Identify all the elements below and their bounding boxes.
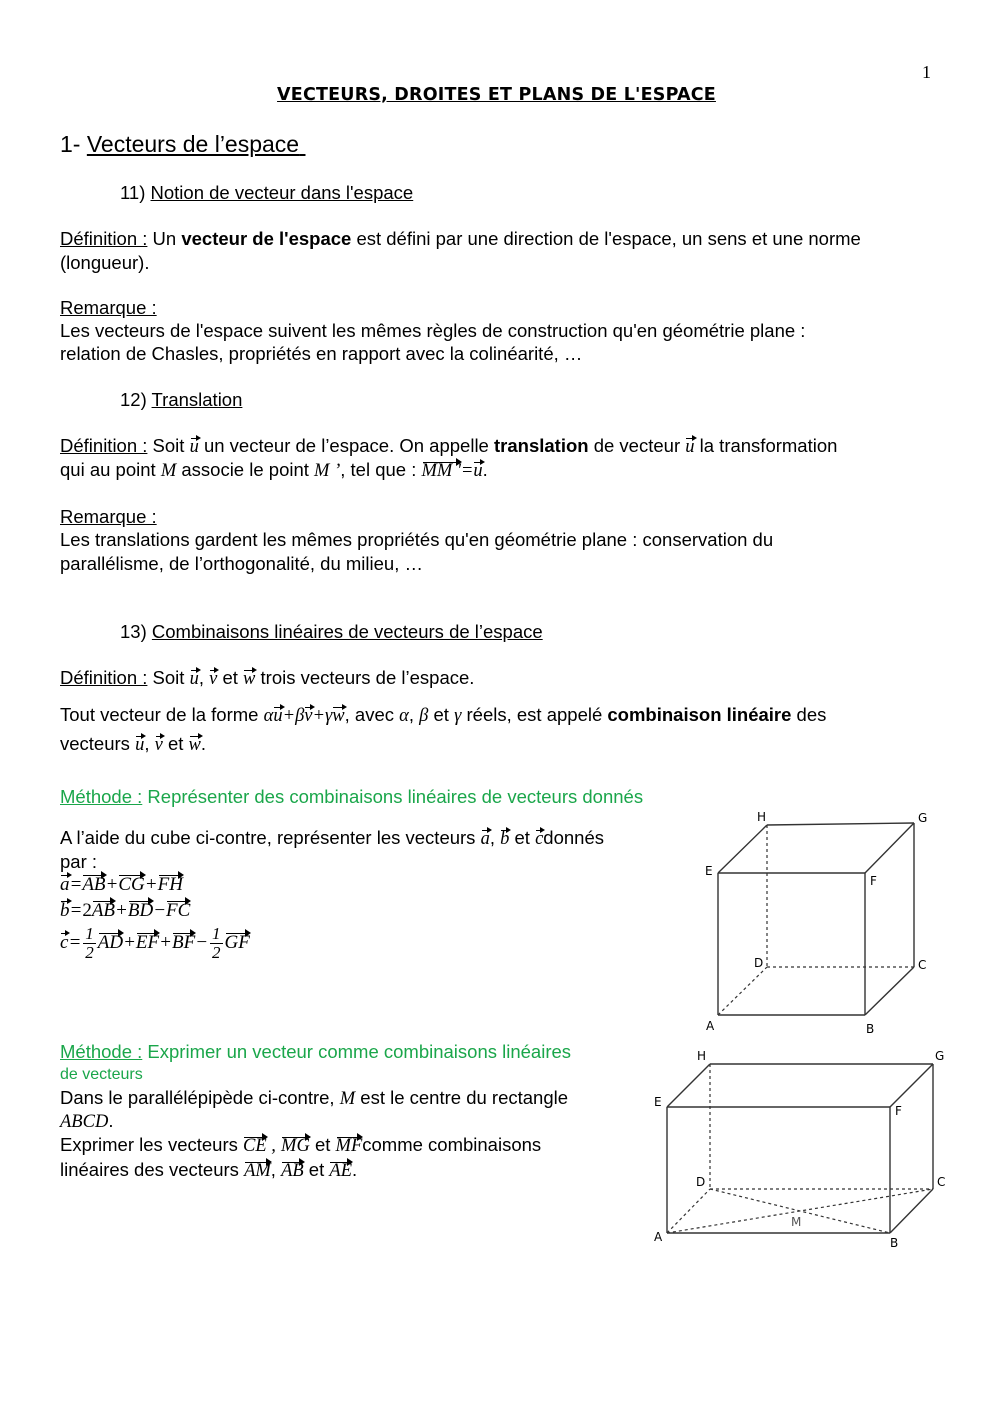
text: linéaires des vecteurs xyxy=(60,1159,245,1180)
vector-MF: MF xyxy=(335,1136,363,1156)
text: , xyxy=(408,704,420,725)
text: et xyxy=(509,827,536,848)
vector-u: u xyxy=(189,437,199,457)
methode-1-text-line1 xyxy=(60,827,604,850)
cube-label-H: H xyxy=(757,810,767,824)
text: Soit xyxy=(147,667,190,688)
box-label-A: A xyxy=(654,1230,663,1244)
box-label-H: H xyxy=(697,1049,707,1063)
text: de vecteur xyxy=(588,435,686,456)
definition-label: Définition : xyxy=(60,667,148,688)
box-label-C: C xyxy=(937,1175,946,1189)
text: et xyxy=(217,667,244,688)
subsection-11-heading xyxy=(120,182,413,204)
beta: β xyxy=(295,706,305,726)
vector-CE: CE xyxy=(243,1136,267,1156)
vector-AM: AM xyxy=(244,1161,271,1181)
section-1-label: Vecteurs de l’espace xyxy=(86,131,300,157)
text: donnés xyxy=(543,827,604,848)
remark-label: Remarque : xyxy=(60,297,157,318)
text: , xyxy=(266,1136,276,1156)
term-vecteur-espace: vecteur de l'espace xyxy=(181,228,352,249)
term-combinaison-lineaire: combinaison linéaire xyxy=(607,704,792,725)
section-1-number: 1- xyxy=(60,131,87,157)
text: , tel que : xyxy=(340,459,422,480)
text: la transformation xyxy=(694,435,838,456)
beta: β xyxy=(419,706,429,726)
text: . xyxy=(200,733,207,754)
equals: = xyxy=(68,931,82,953)
vector-MM-prime: MM ' xyxy=(421,461,461,481)
plus: + xyxy=(144,874,158,895)
box-label-F: F xyxy=(895,1104,902,1118)
vector-u: u xyxy=(135,735,145,755)
text: . xyxy=(108,1110,114,1131)
vector-a: a xyxy=(480,829,490,849)
rectangle-ABCD: ABCD xyxy=(60,1112,109,1132)
plus: + xyxy=(159,931,172,953)
methode-2-heading xyxy=(60,1041,571,1063)
hidden-edge-AD xyxy=(718,967,767,1015)
cube-label-F: F xyxy=(870,874,877,888)
vector-b: b xyxy=(500,829,510,849)
equals: = xyxy=(69,900,83,921)
text: est le centre du rectangle xyxy=(355,1087,569,1108)
numerator: 1 xyxy=(212,924,221,943)
gamma: γ xyxy=(324,706,333,726)
methode-2-heading-line2: de vecteurs xyxy=(60,1066,143,1083)
page-number: 1 xyxy=(922,62,931,82)
text: et xyxy=(428,704,455,725)
s13-definition-line3 xyxy=(60,733,206,756)
cube-label-C: C xyxy=(918,958,927,972)
text: trois vecteurs de l’espace. xyxy=(255,667,475,688)
vector-BF: BF xyxy=(171,931,196,953)
text: Tout vecteur de la forme xyxy=(60,704,264,725)
box-label-B: B xyxy=(890,1236,899,1250)
vector-EF: EF xyxy=(135,931,160,953)
edge-FG xyxy=(890,1064,933,1107)
edge-HG xyxy=(767,823,914,825)
plus: + xyxy=(282,706,296,726)
edge-BC xyxy=(865,967,914,1015)
edge-FG xyxy=(865,823,914,873)
point-M: M xyxy=(339,1089,356,1109)
methode-2-text-line3 xyxy=(60,1134,541,1157)
vector-AB: AB xyxy=(82,874,106,895)
text: Un xyxy=(147,228,182,249)
edge-BC xyxy=(890,1189,933,1233)
numerator: 1 xyxy=(85,924,94,943)
methode-title: Représenter des combinaisons linéaires de vecteurs donnés xyxy=(142,786,644,807)
cube-label-B: B xyxy=(866,1022,875,1035)
box-label-G: G xyxy=(935,1049,945,1063)
s12-remark-line2: parallélisme, de l’orthogonalité, du milieu, … xyxy=(60,553,423,574)
methode-1-heading xyxy=(60,786,643,808)
text: , avec xyxy=(344,704,400,725)
text: . xyxy=(352,1159,358,1180)
methode-title: Exprimer un vecteur comme combinaisons linéaires xyxy=(142,1041,572,1062)
cube-figure xyxy=(700,805,940,1035)
text: et xyxy=(309,1134,336,1155)
alpha: α xyxy=(399,706,409,726)
vector-AE: AE xyxy=(329,1161,352,1181)
cube-label-A: A xyxy=(706,1019,715,1033)
edge-EH xyxy=(667,1064,710,1107)
plus: + xyxy=(115,900,128,921)
box-label-M: M xyxy=(791,1215,802,1229)
vector-w: w xyxy=(332,706,345,726)
vector-FH: FH xyxy=(157,874,183,895)
vector-AB: AB xyxy=(281,1161,304,1181)
box-label-E: E xyxy=(654,1095,662,1109)
minus: − xyxy=(195,931,209,953)
s12-remark-line1: Les translations gardent les mêmes propriétés qu'en géométrie plane : conservation du xyxy=(60,529,774,550)
methode-2-text-line4 xyxy=(60,1159,357,1182)
equation-c xyxy=(60,925,250,962)
term-translation: translation xyxy=(494,435,589,456)
fraction-half xyxy=(210,925,223,962)
subsection-11-number: 11) xyxy=(120,182,151,203)
subsection-11-label: Notion de vecteur dans l'espace xyxy=(150,182,414,203)
vector-MG: MG xyxy=(281,1136,310,1156)
text: , xyxy=(198,667,210,688)
vector-FC: FC xyxy=(166,900,191,921)
methode-label: Méthode : xyxy=(60,786,143,807)
text: et xyxy=(162,733,189,754)
subsection-13-number: 13) xyxy=(120,621,152,642)
coefficient: 2 xyxy=(82,900,92,921)
plus: + xyxy=(312,706,325,726)
methode-label: Méthode : xyxy=(60,1041,143,1062)
equation-a xyxy=(60,874,183,896)
vector-c: c xyxy=(535,829,544,849)
s13-definition-line2 xyxy=(60,704,826,727)
plus: + xyxy=(105,874,119,895)
vector-b: b xyxy=(60,900,70,921)
s11-remark-line2: relation de Chasles, propriétés en rapport avec la colinéarité, … xyxy=(60,343,583,364)
subsection-12-number: 12) xyxy=(120,389,152,410)
section-1-heading xyxy=(60,131,305,158)
text: A l’aide du cube ci-contre, représenter les vecteurs xyxy=(60,827,481,848)
alpha: α xyxy=(263,706,274,726)
denominator: 2 xyxy=(212,943,221,962)
equals-sign: = xyxy=(460,461,474,481)
text: comme combinaisons xyxy=(362,1134,542,1155)
s11-definition-line1 xyxy=(60,228,861,250)
subsection-12-label: Translation xyxy=(151,389,243,410)
text: des xyxy=(791,704,827,725)
text: Soit xyxy=(147,435,190,456)
equation-b xyxy=(60,900,190,922)
fraction-half xyxy=(83,925,96,962)
point-M-prime: M ’ xyxy=(314,461,341,481)
s11-remark-line1: Les vecteurs de l'espace suivent les mêmes règles de construction qu'en géométrie plane : xyxy=(60,320,806,341)
text: . xyxy=(482,459,488,480)
definition-label: Définition : xyxy=(60,435,148,456)
vector-v: v xyxy=(209,669,218,689)
s13-definition-line1 xyxy=(60,667,474,690)
text: qui au point xyxy=(60,459,161,480)
box-label-D: D xyxy=(696,1175,706,1189)
methode-1-text-line2: par : xyxy=(60,851,98,872)
vector-u: u xyxy=(273,706,283,726)
edge-EH xyxy=(718,825,767,873)
point-M: M xyxy=(160,461,177,481)
denominator: 2 xyxy=(85,943,94,962)
s12-definition-line1 xyxy=(60,435,837,458)
s11-definition-line2: (longueur). xyxy=(60,252,150,273)
vector-u: u xyxy=(189,669,199,689)
text: , xyxy=(270,1159,276,1180)
text: associe le point xyxy=(176,459,315,480)
text: , xyxy=(489,827,501,848)
text: un vecteur de l’espace. On appelle xyxy=(198,435,494,456)
subsection-13-heading xyxy=(120,621,543,643)
vector-w: w xyxy=(188,735,201,755)
vector-u: u xyxy=(473,461,483,481)
vector-v: v xyxy=(304,706,313,726)
equals: = xyxy=(69,874,83,895)
methode-2-text-line2 xyxy=(60,1110,113,1133)
vector-w: w xyxy=(243,669,256,689)
methode-2-text-line1 xyxy=(60,1087,568,1110)
vector-BD: BD xyxy=(127,900,154,921)
text: vecteurs xyxy=(60,733,136,754)
subsection-13-label: Combinaisons linéaires de vecteurs de l’espace xyxy=(151,621,543,642)
text: Dans le parallélépipède ci-contre, xyxy=(60,1087,340,1108)
text: est défini par une direction de l'espace, un sens et une norme xyxy=(351,228,861,249)
text: réels, est appelé xyxy=(461,704,608,725)
subsection-12-heading xyxy=(120,389,242,411)
cube-label-D: D xyxy=(754,956,764,970)
vector-v: v xyxy=(154,735,163,755)
gamma: γ xyxy=(454,706,462,726)
text: , xyxy=(144,733,155,754)
parallelepiped-figure xyxy=(650,1045,950,1250)
text: et xyxy=(303,1159,330,1180)
remark-label: Remarque : xyxy=(60,506,157,527)
vector-u: u xyxy=(685,437,695,457)
vector-GF: GF xyxy=(224,931,250,953)
minus: − xyxy=(153,900,167,921)
vector-a: a xyxy=(60,874,70,895)
vector-CG: CG xyxy=(118,874,145,895)
definition-label: Définition : xyxy=(60,228,148,249)
page-title: VECTEURS, DROITES ET PLANS DE L'ESPACE xyxy=(277,85,716,105)
plus: + xyxy=(123,931,136,953)
s12-definition-line2 xyxy=(60,459,488,482)
vector-AD: AD xyxy=(97,931,124,953)
cube-label-E: E xyxy=(705,864,713,878)
vector-c: c xyxy=(60,931,69,953)
vector-AB: AB xyxy=(91,900,116,921)
text: Exprimer les vecteurs xyxy=(60,1134,243,1155)
cube-label-G: G xyxy=(918,811,928,825)
